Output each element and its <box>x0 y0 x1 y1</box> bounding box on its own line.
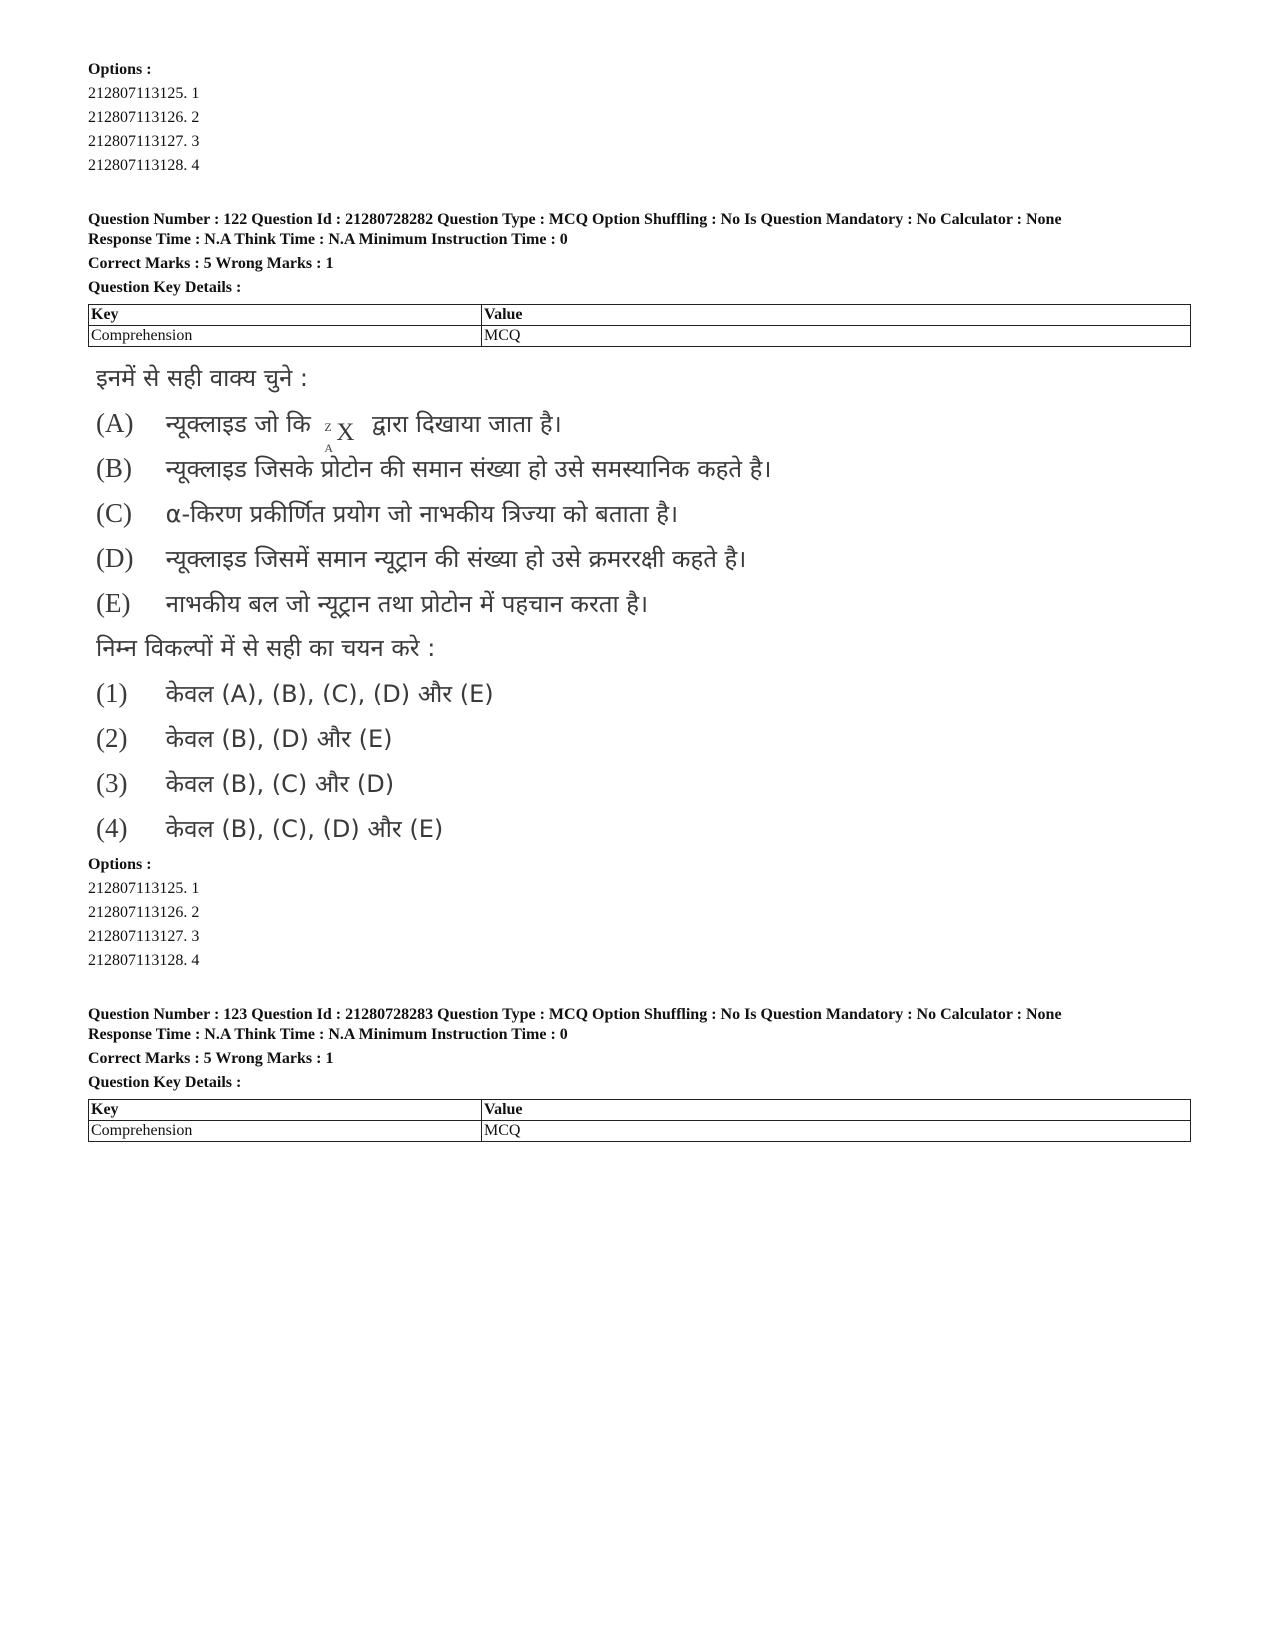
choice-4 <box>96 806 1188 851</box>
table-header-value: Value <box>482 305 1191 326</box>
table-header-value: Value <box>482 1100 1191 1121</box>
table-header-key: Key <box>89 305 482 326</box>
key-details-table <box>88 304 1191 347</box>
mass-number-symbol: A <box>324 441 334 455</box>
option-line: 212807113128. 4 <box>88 157 200 174</box>
option-line: 212807113125. 1 <box>88 880 200 897</box>
question-123 <box>88 1005 1188 1142</box>
choice-text: केवल (A), (B), (C), (D) और (E) <box>165 680 494 708</box>
option-line: 212807113127. 3 <box>88 928 200 945</box>
statement-label: (D) <box>96 543 134 573</box>
choice-label: (3) <box>96 768 128 798</box>
key-details-heading: Question Key Details : <box>88 1074 242 1091</box>
choice-text: केवल (B), (C) और (D) <box>165 770 395 798</box>
choice-2 <box>96 716 1188 761</box>
option-line: 212807113126. 2 <box>88 109 200 126</box>
statement-text: नाभकीय बल जो न्यूट्रान तथा प्रोटोन में पहचान करता है। <box>165 590 649 618</box>
question-meta: Response Time : N.A Think Time : N.A Minimum Instruction Time : 0 <box>88 1026 568 1043</box>
statement-b <box>96 446 1188 491</box>
choice-label: (2) <box>96 723 128 753</box>
question-122 <box>88 210 1188 973</box>
question-meta: Question Number : 122 Question Id : 21280728282 Question Type : MCQ Option Shuffling : No Is Question Mandatory : No Calculator : None <box>88 211 1062 228</box>
statement-label: (E) <box>96 588 131 618</box>
atomic-number-symbol: Z <box>324 420 332 434</box>
question-meta: Question Number : 123 Question Id : 21280728283 Question Type : MCQ Option Shuffling : No Is Question Mandatory : No Calculator : None <box>88 1006 1062 1023</box>
marks-line: Correct Marks : 5 Wrong Marks : 1 <box>88 255 334 272</box>
statement-text: न्यूक्लाइड जिसके प्रोटोन की समान संख्या हो उसे समस्यानिक कहते है। <box>165 455 772 483</box>
option-line: 212807113128. 4 <box>88 952 200 969</box>
key-details-heading: Question Key Details : <box>88 279 242 296</box>
statement-text: द्वारा दिखाया जाता है। <box>372 410 562 438</box>
table-cell-value: MCQ <box>482 326 1191 347</box>
statement-d <box>96 536 1188 581</box>
table-cell-value: MCQ <box>482 1121 1191 1142</box>
element-symbol: X <box>336 419 355 446</box>
choice-text: केवल (B), (D) और (E) <box>165 725 393 753</box>
choice-label: (1) <box>96 678 128 708</box>
statement-a <box>96 401 1188 455</box>
top-options-block <box>88 58 1188 178</box>
key-details-table <box>88 1099 1191 1142</box>
choice-1 <box>96 671 1188 716</box>
choose-prompt: निम्न विकल्पों में से सही का चयन करे : <box>96 634 436 662</box>
marks-line: Correct Marks : 5 Wrong Marks : 1 <box>88 1050 334 1067</box>
choice-3 <box>96 761 1188 806</box>
table-header-key: Key <box>89 1100 482 1121</box>
statement-c <box>96 491 1188 536</box>
statement-text: न्यूक्लाइड जो कि <box>165 410 311 438</box>
statement-label: (A) <box>96 408 134 438</box>
table-cell-key: Comprehension <box>89 326 482 347</box>
question-body <box>96 355 1188 851</box>
option-line: 212807113127. 3 <box>88 133 200 150</box>
statement-text: α-किरण प्रकीर्णित प्रयोग जो नाभकीय त्रिज्या को बताता है। <box>165 500 679 528</box>
options-heading: Options : <box>88 61 152 78</box>
statement-text: न्यूक्लाइड जिसमें समान न्यूट्रान की संख्या हो उसे क्रमररक्षी कहते है। <box>165 545 747 573</box>
choice-text: केवल (B), (C), (D) और (E) <box>165 815 444 843</box>
option-line: 212807113126. 2 <box>88 904 200 921</box>
q122-options-block <box>88 853 1188 973</box>
statement-label: (C) <box>96 498 132 528</box>
document-page <box>88 58 1188 1142</box>
options-heading: Options : <box>88 856 152 873</box>
table-cell-key: Comprehension <box>89 1121 482 1142</box>
statement-label: (B) <box>96 453 132 483</box>
option-line: 212807113125. 1 <box>88 85 200 102</box>
question-meta: Response Time : N.A Think Time : N.A Minimum Instruction Time : 0 <box>88 231 568 248</box>
question-stem: इनमें से सही वाक्य चुने : <box>96 364 308 392</box>
statement-e <box>96 581 1188 626</box>
choice-label: (4) <box>96 813 128 843</box>
